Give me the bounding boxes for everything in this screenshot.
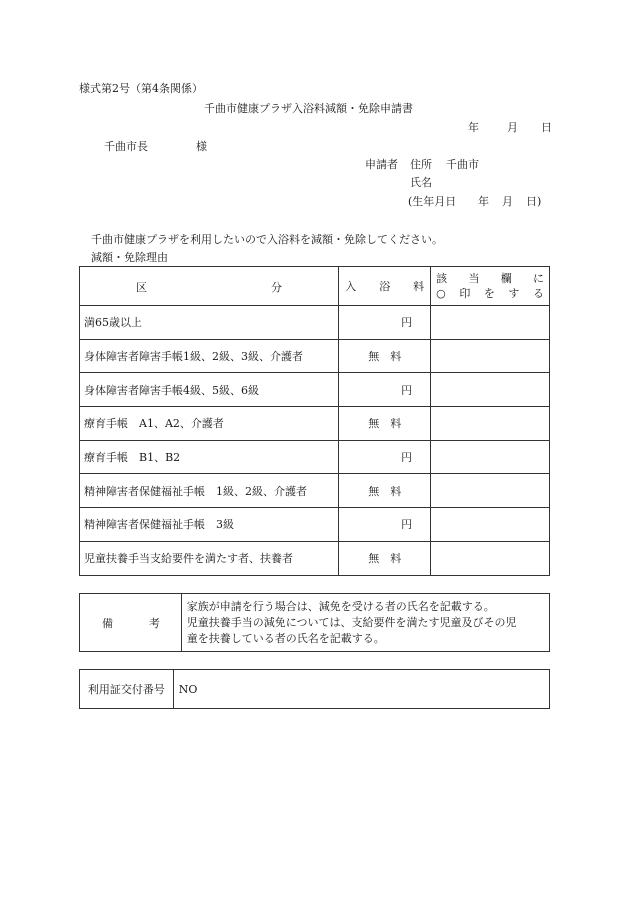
table-row [80,474,550,508]
table-row [80,306,550,340]
remarks-label-cell [80,594,182,652]
reason-table [79,266,550,576]
name-label: 氏名 [410,176,432,189]
header-category [80,267,339,306]
header-mark-char: る [532,287,544,300]
header-mark-char: す [508,287,520,300]
row-mark-cell[interactable] [431,474,550,508]
remarks-table [79,593,550,652]
row-fee: 無 料 [339,541,431,575]
header-fee-char: 浴 [379,280,391,293]
header-mark-char: ○ [436,287,446,300]
table-header-row [80,267,550,306]
birth-month: 月 [502,195,513,208]
row-category: 満65歳以上 [80,306,339,340]
remarks-label-b: 考 [149,617,160,630]
row-category: 精神障害者保健福祉手帳 1級、2級、介護者 [80,474,339,508]
row-fee: 無 料 [339,407,431,441]
header-mark-char: 印 [459,287,471,300]
row-fee: 無 料 [339,474,431,508]
row-mark-cell[interactable] [431,373,550,407]
header-mark-char: 欄 [500,272,512,285]
table-row [80,373,550,407]
row-fee: 無 料 [339,339,431,373]
birth-year: 年 [478,195,489,208]
remarks-text-cell [181,594,549,652]
header-category-a: 区 [136,281,147,294]
header-mark-char: を [483,287,495,300]
header-category-b: 分 [271,281,282,294]
header-mark-char: 該 [436,272,448,285]
row-category: 療育手帳 B1、B2 [80,440,339,474]
birth-label: (生年月日 [408,195,457,208]
date-year: 年 [468,121,479,134]
table-row [80,339,550,373]
applicant-label: 申請者 [365,158,398,171]
table-row [80,407,550,441]
header-fee-char: 入 [345,280,357,293]
table-row [80,508,550,542]
reason-heading: 減額・免除理由 [91,251,168,264]
address-label: 住所 [410,158,432,171]
row-category: 精神障害者保健福祉手帳 3級 [80,508,339,542]
date-month: 月 [507,121,518,134]
birth-day: 日) [526,195,542,208]
remarks-line: 児童扶養手当の減免については、支給要件を満たす児童及びその児 [186,615,517,629]
document-title: 千曲市健康プラザ入浴料減額・免除申請書 [204,102,413,115]
row-category: 児童扶養手当支給要件を満たす者、扶養者 [80,541,339,575]
header-fee [339,267,431,306]
row-mark-cell[interactable] [431,440,550,474]
addressee-honorific: 様 [196,140,207,153]
remarks-label-a: 備 [102,617,113,630]
row-category: 身体障害者障害手帳1級、2級、3級、介護者 [80,339,339,373]
row-mark-cell[interactable] [431,339,550,373]
row-fee: 円 [339,508,431,542]
card-number-field[interactable] [173,670,549,709]
remarks-line: 家族が申請を行う場合は、減免を受ける者の氏名を記載する。 [186,599,495,613]
row-mark-cell[interactable] [431,407,550,441]
row-mark-cell[interactable] [431,541,550,575]
date-day: 日 [541,121,552,134]
card-number-table [79,669,550,709]
table-row [80,541,550,575]
header-mark-char: に [533,272,544,285]
row-fee: 円 [339,306,431,340]
card-number-value: NO [178,682,198,696]
form-number: 様式第2号（第4条関係） [79,82,203,95]
header-fee-char: 料 [413,280,425,293]
row-mark-cell[interactable] [431,306,550,340]
statement: 千曲市健康プラザを利用したいので入浴料を減額・免除してください。 [91,233,443,246]
row-category: 身体障害者障害手帳4級、5級、6級 [80,373,339,407]
row-mark-cell[interactable] [431,508,550,542]
row-category: 療育手帳 A1、A2、介護者 [80,407,339,441]
table-row [80,440,550,474]
address-value: 千曲市 [446,158,479,171]
card-number-label: 利用証交付番号 [80,670,174,709]
row-fee: 円 [339,440,431,474]
remarks-line: 童を扶養している者の氏名を記載する。 [186,631,385,645]
row-fee: 円 [339,373,431,407]
header-mark-char: 当 [468,272,480,285]
header-mark [431,267,550,306]
addressee-to: 千曲市長 [104,140,148,153]
